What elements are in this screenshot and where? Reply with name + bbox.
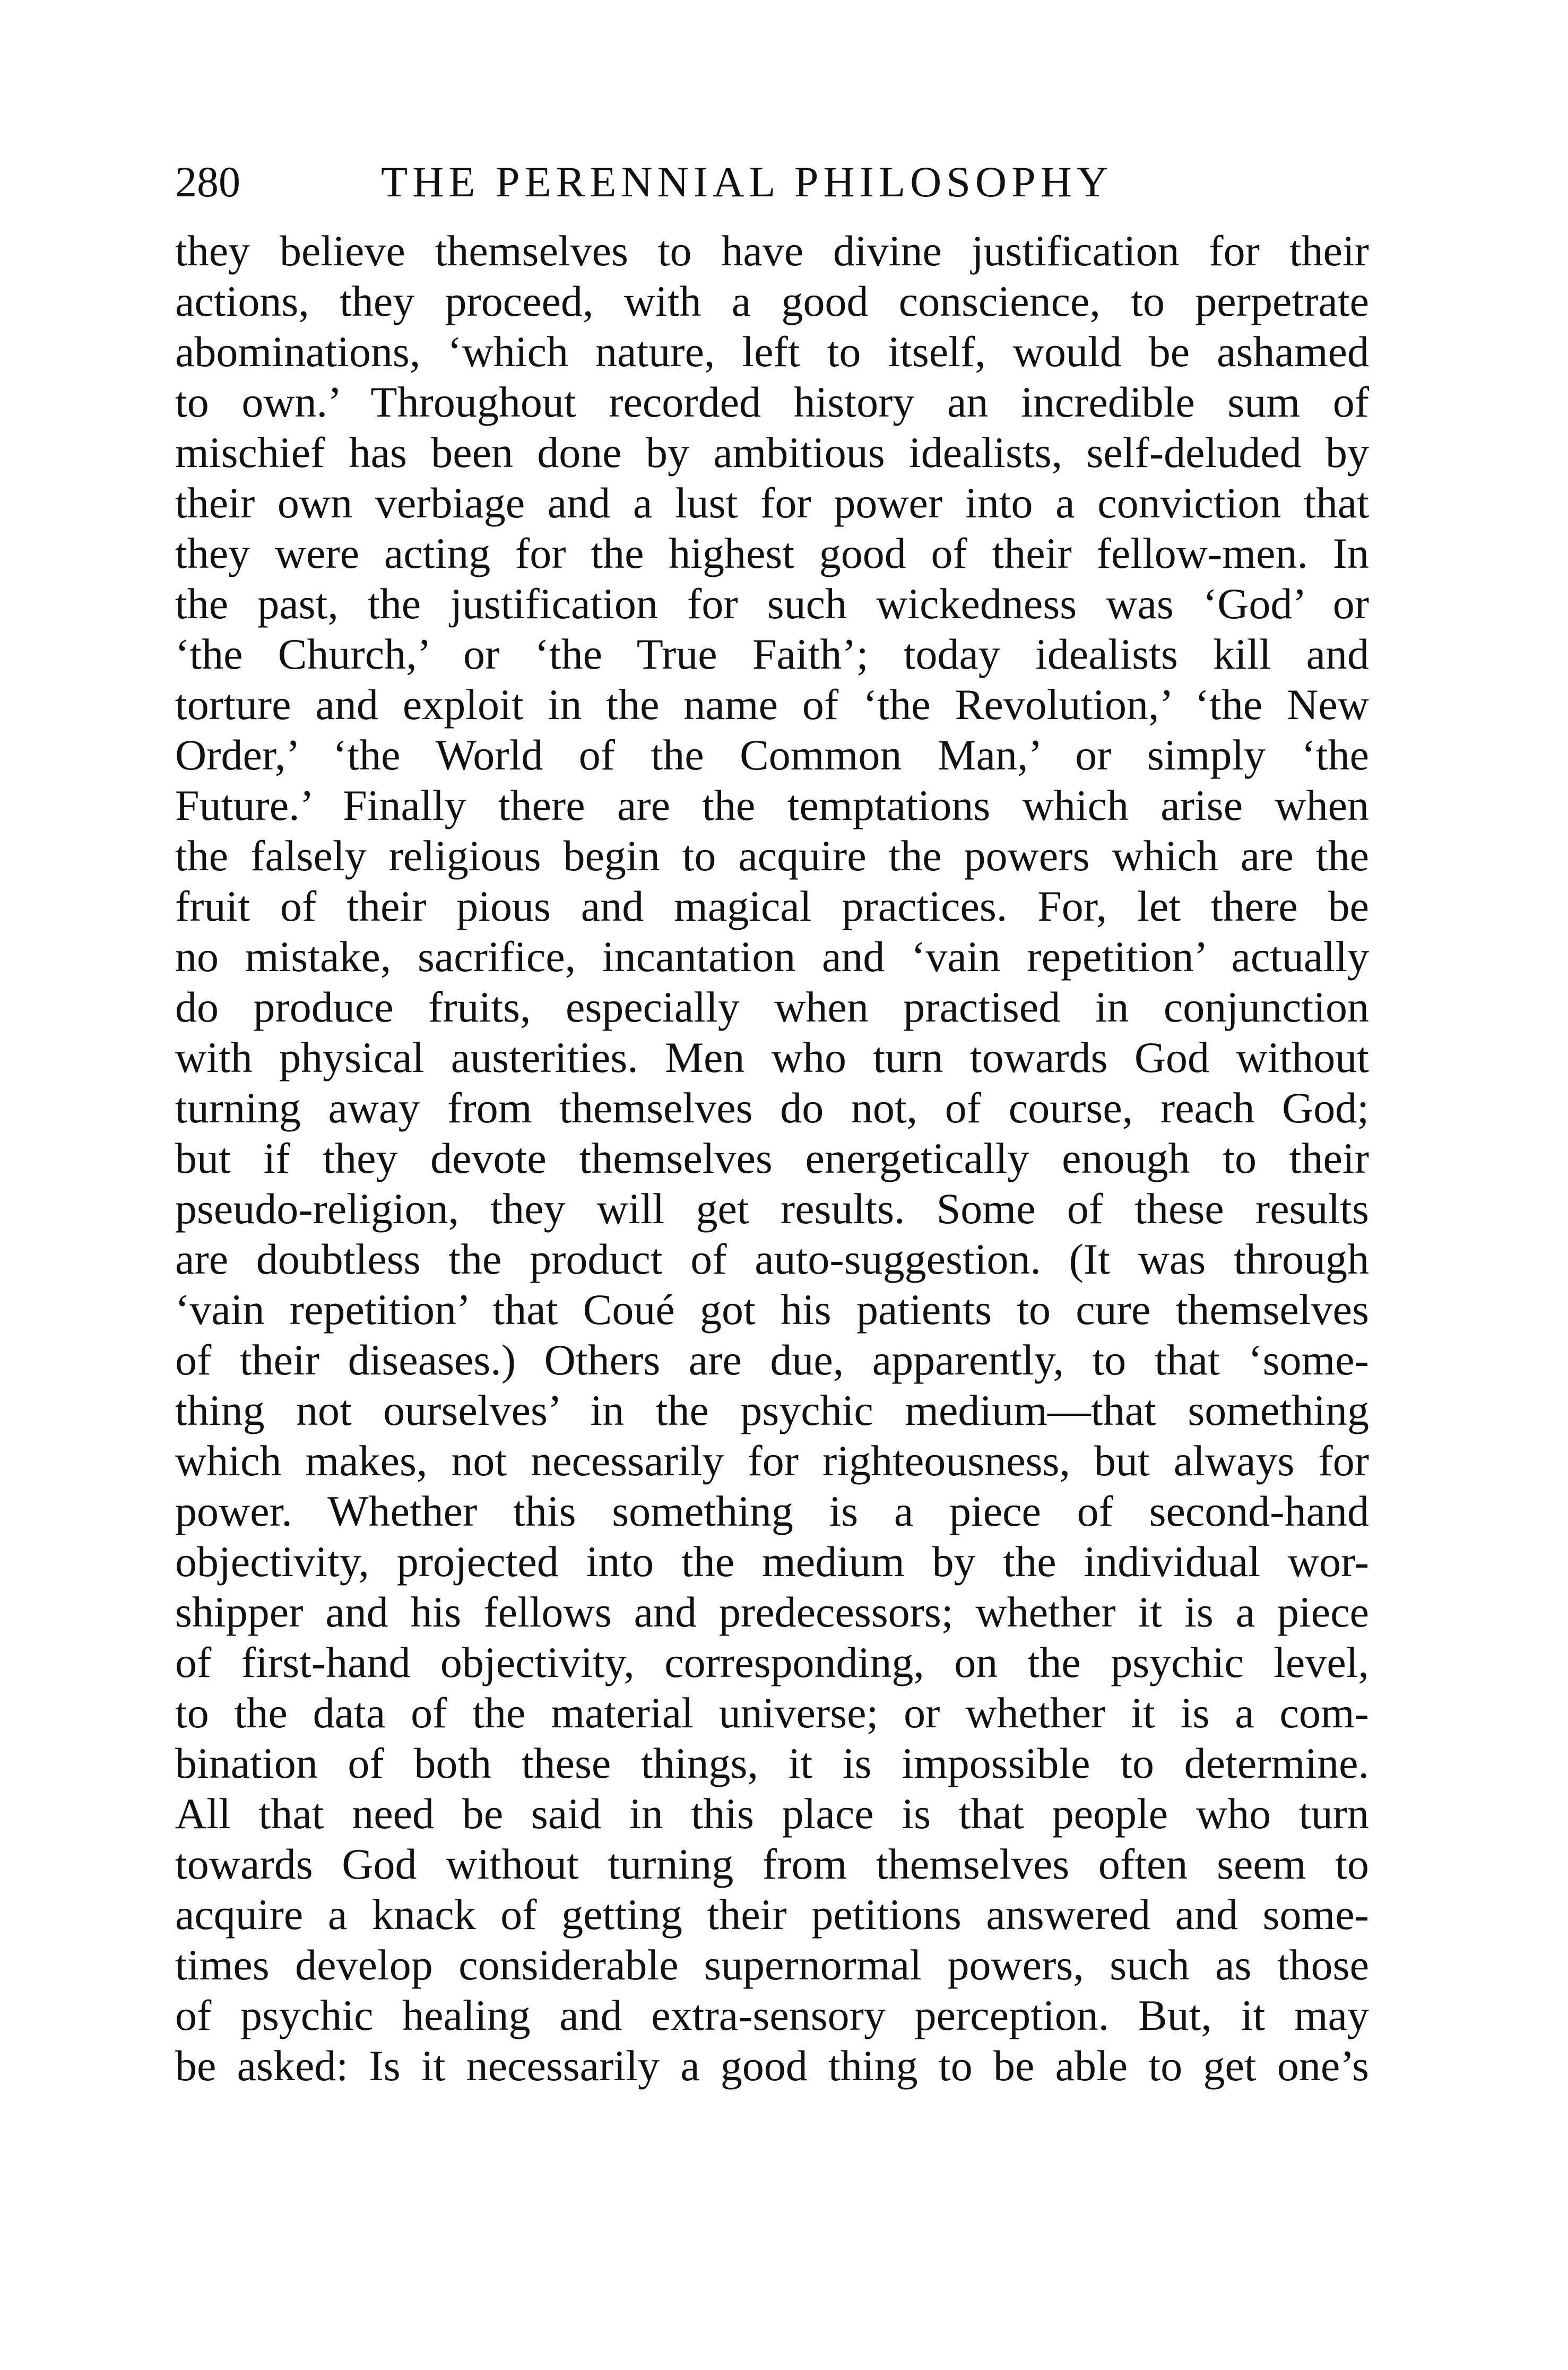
text-line: Future.’ Finally there are the temptations which arise when bbox=[175, 781, 1369, 829]
text-line: torture and exploit in the name of ‘the Revolution,’ ‘the New bbox=[175, 680, 1369, 729]
text-line: the falsely religious begin to acquire the powers which are the bbox=[175, 832, 1369, 880]
text-line: with physical austerities. Men who turn towards God without bbox=[175, 1033, 1369, 1082]
text-line: fruit of their pious and magical practices. For, let there be bbox=[175, 882, 1369, 930]
text-line: mischief has been done by ambitious idealists, self-deluded by bbox=[175, 428, 1369, 477]
text-line: to the data of the material universe; or whether it is a com- bbox=[175, 1689, 1369, 1737]
text-line: shipper and his fellows and predecessors; whether it is a piece bbox=[175, 1588, 1369, 1636]
text-line: pseudo-religion, they will get results. Some of these results bbox=[175, 1184, 1369, 1233]
text-line: All that need be said in this place is that people who turn bbox=[175, 1789, 1369, 1838]
text-line: they were acting for the highest good of their fellow-men. In bbox=[175, 529, 1369, 577]
text-line: times develop considerable supernormal powers, such as those bbox=[175, 1941, 1369, 1989]
text-line: the past, the justification for such wickedness was ‘God’ or bbox=[175, 579, 1369, 628]
text-line: of first-hand objectivity, corresponding, on the psychic level, bbox=[175, 1638, 1369, 1686]
text-line: their own verbiage and a lust for power into a conviction that bbox=[175, 479, 1369, 527]
running-head bbox=[175, 153, 1369, 211]
text-line: of psychic healing and extra-sensory perception. But, it may bbox=[175, 1991, 1369, 2039]
text-line: but if they devote themselves energetically enough to their bbox=[175, 1134, 1369, 1182]
text-line: ‘vain repetition’ that Coué got his patients to cure themselves bbox=[175, 1285, 1369, 1334]
text-line: be asked: Is it necessarily a good thing to be able to get one’s bbox=[175, 2042, 1369, 2090]
text-line: actions, they proceed, with a good conscience, to perpetrate bbox=[175, 277, 1369, 325]
text-line: of their diseases.) Others are due, apparently, to that ‘some- bbox=[175, 1336, 1369, 1384]
text-line: which makes, not necessarily for righteousness, but always for bbox=[175, 1437, 1369, 1485]
page-number: 280 bbox=[175, 158, 240, 206]
text-line: no mistake, sacrifice, incantation and ‘vain repetition’ actually bbox=[175, 932, 1369, 981]
running-head-title: THE PERENNIAL PHILOSOPHY bbox=[381, 158, 1113, 206]
text-line: power. Whether this something is a piece of second-hand bbox=[175, 1487, 1369, 1535]
text-line: bination of both these things, it is impossible to determine. bbox=[175, 1739, 1369, 1787]
text-line: ‘the Church,’ or ‘the True Faith’; today idealists kill and bbox=[175, 630, 1369, 678]
text-line: are doubtless the product of auto-suggestion. (It was through bbox=[175, 1235, 1369, 1283]
text-line: turning away from themselves do not, of course, reach God; bbox=[175, 1084, 1369, 1132]
text-line: abominations, ‘which nature, left to itself, would be ashamed bbox=[175, 327, 1369, 376]
body-text bbox=[175, 226, 1369, 2091]
text-line: acquire a knack of getting their petitions answered and some- bbox=[175, 1890, 1369, 1939]
text-line: do produce fruits, especially when practised in conjunction bbox=[175, 983, 1369, 1031]
text-line: thing not ourselves’ in the psychic medium—that something bbox=[175, 1386, 1369, 1434]
text-line: to own.’ Throughout recorded history an incredible sum of bbox=[175, 378, 1369, 426]
text-line: Order,’ ‘the World of the Common Man,’ or simply ‘the bbox=[175, 731, 1369, 779]
text-line: objectivity, projected into the medium by the individual wor- bbox=[175, 1537, 1369, 1586]
text-line: towards God without turning from themselves often seem to bbox=[175, 1840, 1369, 1888]
text-line: they believe themselves to have divine justification for their bbox=[175, 227, 1369, 275]
